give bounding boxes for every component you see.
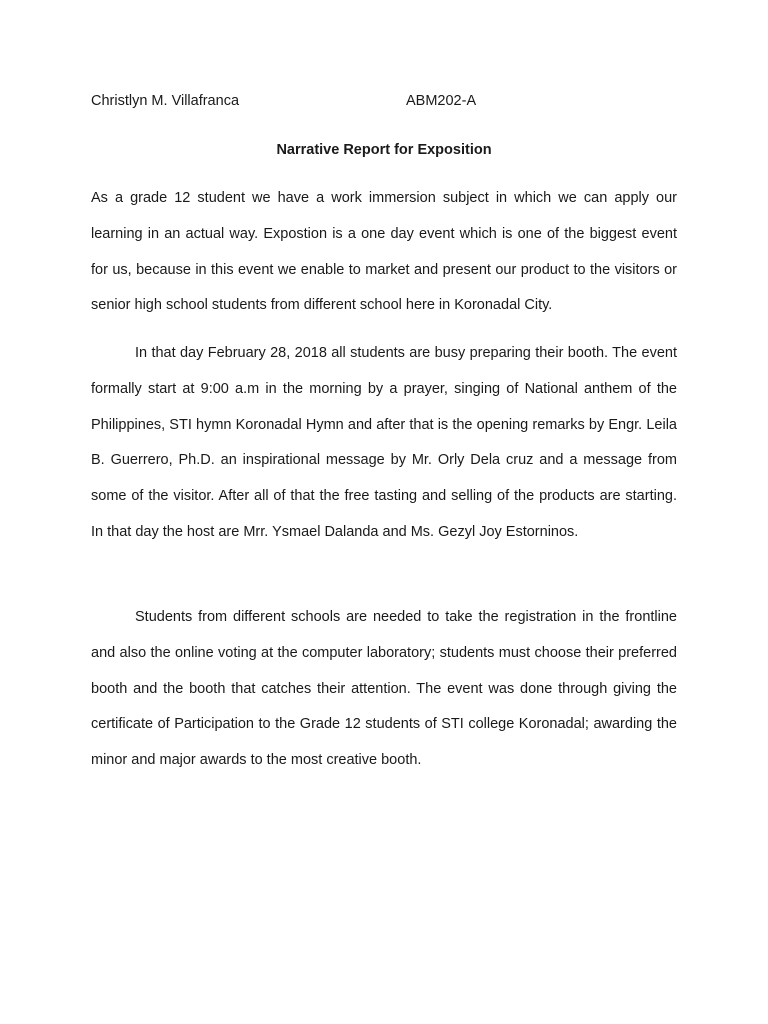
- paragraph-text: As a grade 12 student we have a work immersion subject in which we can apply our learning in an actual way. Expostion is a one day event which is one of the biggest event for us, because in this event we enable to market and present our product to the visitors or senior high school students from different school here in Koronadal City.: [91, 190, 677, 314]
- paragraph-text: In that day February 28, 2018 all students are busy preparing their booth. The event formally start at 9:00 a.m in the morning by a prayer, singing of National anthem of the Philippines, STI hymn Koronadal Hymn and after that is the opening remarks by Engr. Leila B. Guerrero, Ph.D. an inspirational message by Mr. Orly Dela cruz and a message from some of the visitor. After all of that the free tasting and selling of the products are starting. In that day the host are Mrr. Ysmael Dalanda and Ms. Gezyl Joy Estorninos.: [91, 345, 677, 540]
- paragraph-text: Students from different schools are needed to take the registration in the frontline and also the online voting at the computer laboratory; students must choose their preferred booth and the booth that catches their attention. The event was done through giving the certificate of Participation to the Grade 12 students of STI college Koronadal; awarding the minor and major awards to the most creative booth.: [91, 609, 677, 769]
- author-name: Christlyn M. Villafranca: [91, 93, 240, 109]
- document-title: Narrative Report for Exposition: [276, 142, 492, 158]
- paragraph-3: [91, 600, 677, 779]
- paragraph-1: [91, 181, 677, 324]
- section-code: ABM202-A: [406, 93, 477, 109]
- header-line: [91, 93, 681, 113]
- paragraph-2: [91, 336, 677, 551]
